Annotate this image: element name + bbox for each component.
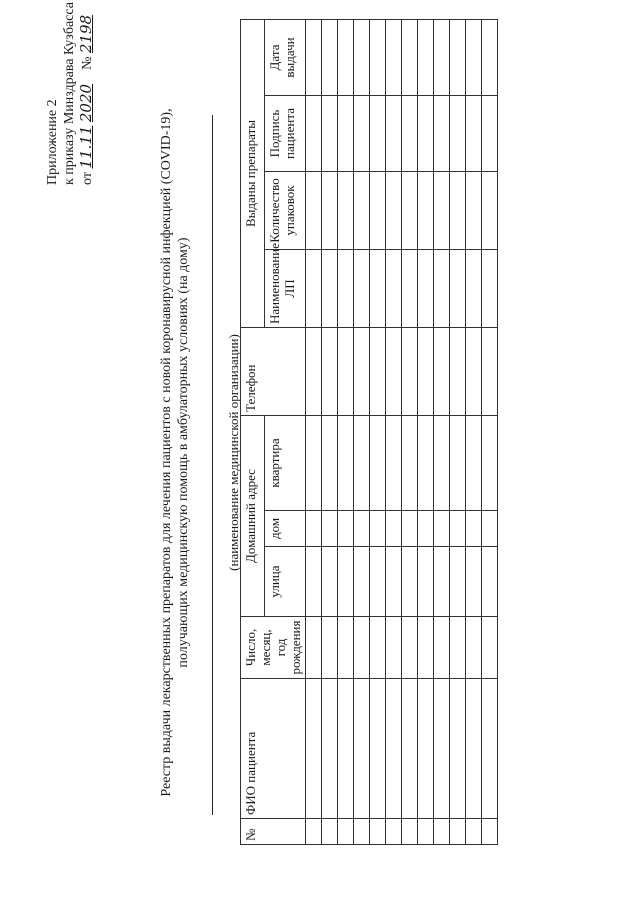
table-cell	[466, 416, 482, 511]
table-cell	[434, 511, 450, 547]
table-cell	[386, 19, 402, 95]
table-cell	[450, 172, 466, 250]
table-cell	[418, 617, 434, 679]
table-cell	[322, 328, 338, 416]
table-cell	[322, 511, 338, 547]
table-cell	[322, 416, 338, 511]
table-cell	[386, 250, 402, 328]
table-cell	[418, 416, 434, 511]
table-cell	[418, 96, 434, 172]
table-cell	[386, 819, 402, 845]
table-cell	[386, 172, 402, 250]
table-cell	[482, 328, 498, 416]
table-cell	[354, 617, 370, 679]
table-cell	[322, 96, 338, 172]
table-cell	[402, 547, 418, 617]
table-cell	[386, 679, 402, 819]
table-cell	[402, 679, 418, 819]
table-cell	[322, 250, 338, 328]
table-cell	[354, 679, 370, 819]
table-cell	[402, 819, 418, 845]
table-cell	[354, 19, 370, 95]
table-cell	[370, 819, 386, 845]
table-cell	[482, 19, 498, 95]
table-cell	[370, 416, 386, 511]
header-date: Дата выдачи	[264, 19, 305, 95]
title-line-2: получающих медицинскую помощь в амбулаторных условиях (на дому)	[176, 237, 191, 668]
table-cell	[322, 617, 338, 679]
table-cell	[450, 328, 466, 416]
table-cell	[434, 617, 450, 679]
table-cell	[402, 19, 418, 95]
table-cell	[434, 416, 450, 511]
table-cell	[450, 679, 466, 819]
table-row	[434, 19, 450, 844]
table-cell	[434, 250, 450, 328]
table-cell	[482, 547, 498, 617]
registry-body	[306, 19, 498, 844]
table-cell	[402, 416, 418, 511]
table-cell	[434, 172, 450, 250]
table-cell	[370, 250, 386, 328]
table-cell	[354, 819, 370, 845]
table-cell	[434, 328, 450, 416]
title-line-1: Реестр выдачи лекарственных препаратов для лечения пациентов с новой коронавирусной инфекцией (COVID-19),	[159, 108, 174, 797]
table-cell	[338, 679, 354, 819]
table-cell	[306, 172, 322, 250]
table-cell	[338, 511, 354, 547]
appendix-block	[44, 2, 96, 185]
order-reference: к приказу Минздрава Кузбасса	[62, 2, 77, 185]
table-cell	[402, 250, 418, 328]
table-cell	[306, 416, 322, 511]
table-cell	[450, 96, 466, 172]
header-issued: Выданы препараты	[241, 19, 265, 327]
table-cell	[418, 547, 434, 617]
table-cell	[354, 172, 370, 250]
table-cell	[418, 679, 434, 819]
table-cell	[466, 547, 482, 617]
table-row	[450, 19, 466, 844]
table-cell	[466, 819, 482, 845]
table-cell	[306, 96, 322, 172]
table-cell	[466, 250, 482, 328]
table-cell	[322, 19, 338, 95]
header-fio: ФИО пациента	[241, 679, 306, 819]
number-label: №	[80, 56, 95, 70]
table-cell	[418, 19, 434, 95]
table-cell	[354, 416, 370, 511]
handwritten-date-day: 11.11	[77, 125, 95, 169]
table-cell	[450, 819, 466, 845]
table-cell	[338, 172, 354, 250]
table-cell	[402, 328, 418, 416]
table-cell	[306, 819, 322, 845]
table-cell	[482, 511, 498, 547]
table-cell	[466, 617, 482, 679]
table-cell	[354, 547, 370, 617]
table-row	[402, 19, 418, 844]
table-cell	[370, 617, 386, 679]
table-cell	[338, 547, 354, 617]
table-cell	[370, 19, 386, 95]
table-cell	[434, 679, 450, 819]
table-cell	[418, 172, 434, 250]
header-packs: Количество упаковок	[264, 172, 305, 250]
table-cell	[386, 511, 402, 547]
table-cell	[338, 416, 354, 511]
table-cell	[370, 328, 386, 416]
table-cell	[418, 819, 434, 845]
order-date-number	[78, 2, 96, 185]
table-cell	[306, 617, 322, 679]
table-cell	[418, 511, 434, 547]
header-address: Домашний адрес	[241, 416, 265, 617]
table-cell	[338, 96, 354, 172]
table-cell	[466, 172, 482, 250]
header-apt: квартира	[264, 416, 305, 511]
table-row	[386, 19, 402, 844]
registry-table	[240, 19, 498, 845]
table-cell	[370, 679, 386, 819]
table-cell	[354, 511, 370, 547]
header-phone: Телефон	[241, 328, 306, 416]
table-cell	[434, 96, 450, 172]
table-row	[322, 19, 338, 844]
table-cell	[386, 416, 402, 511]
table-cell	[434, 547, 450, 617]
table-cell	[354, 328, 370, 416]
table-row	[418, 19, 434, 844]
table-cell	[482, 96, 498, 172]
table-cell	[466, 679, 482, 819]
header-signature: Подпись пациента	[264, 96, 305, 172]
table-cell	[450, 511, 466, 547]
table-row	[482, 19, 498, 844]
table-cell	[466, 19, 482, 95]
table-cell	[338, 19, 354, 95]
table-cell	[418, 250, 434, 328]
table-cell	[386, 617, 402, 679]
table-cell	[338, 250, 354, 328]
table-cell	[482, 250, 498, 328]
table-cell	[306, 547, 322, 617]
table-cell	[306, 250, 322, 328]
table-cell	[386, 547, 402, 617]
table-cell	[306, 511, 322, 547]
header-house: дом	[264, 511, 305, 547]
table-cell	[450, 617, 466, 679]
table-cell	[402, 511, 418, 547]
table-cell	[306, 19, 322, 95]
organization-caption: (наименование медицинской организации)	[226, 334, 241, 571]
table-cell	[386, 328, 402, 416]
table-cell	[466, 511, 482, 547]
table-cell	[402, 96, 418, 172]
table-cell	[338, 328, 354, 416]
table-row	[306, 19, 322, 844]
table-cell	[450, 547, 466, 617]
table-cell	[482, 679, 498, 819]
table-cell	[322, 547, 338, 617]
table-cell	[450, 19, 466, 95]
table-cell	[322, 172, 338, 250]
table-cell	[482, 172, 498, 250]
table-cell	[386, 96, 402, 172]
table-header-row-1	[241, 19, 265, 844]
header-no: №	[241, 819, 306, 845]
table-cell	[370, 547, 386, 617]
table-cell	[354, 250, 370, 328]
organization-name-line	[212, 115, 213, 815]
table-cell	[306, 328, 322, 416]
appendix-title: Приложение 2	[45, 99, 60, 185]
table-cell	[434, 819, 450, 845]
table-cell	[338, 617, 354, 679]
table-cell	[482, 617, 498, 679]
handwritten-date-year: 2020	[77, 83, 95, 123]
table-cell	[434, 19, 450, 95]
table-cell	[322, 679, 338, 819]
from-label: от	[80, 172, 95, 185]
table-row	[338, 19, 354, 844]
table-cell	[370, 172, 386, 250]
header-street: улица	[264, 547, 305, 617]
handwritten-order-number: 2198	[77, 14, 95, 54]
table-cell	[450, 416, 466, 511]
table-cell	[466, 96, 482, 172]
table-cell	[450, 250, 466, 328]
header-drug-name: Наименование ЛП	[264, 250, 305, 328]
table-row	[466, 19, 482, 844]
table-cell	[338, 819, 354, 845]
table-cell	[322, 819, 338, 845]
table-cell	[418, 328, 434, 416]
table-cell	[370, 96, 386, 172]
table-cell	[306, 679, 322, 819]
table-cell	[402, 617, 418, 679]
document-title	[158, 0, 192, 905]
table-cell	[482, 416, 498, 511]
table-row	[354, 19, 370, 844]
table-cell	[354, 96, 370, 172]
table-cell	[370, 511, 386, 547]
table-cell	[402, 172, 418, 250]
table-row	[370, 19, 386, 844]
table-cell	[466, 328, 482, 416]
table-cell	[482, 819, 498, 845]
header-dob: Число, месяц, год рождения	[241, 617, 306, 679]
